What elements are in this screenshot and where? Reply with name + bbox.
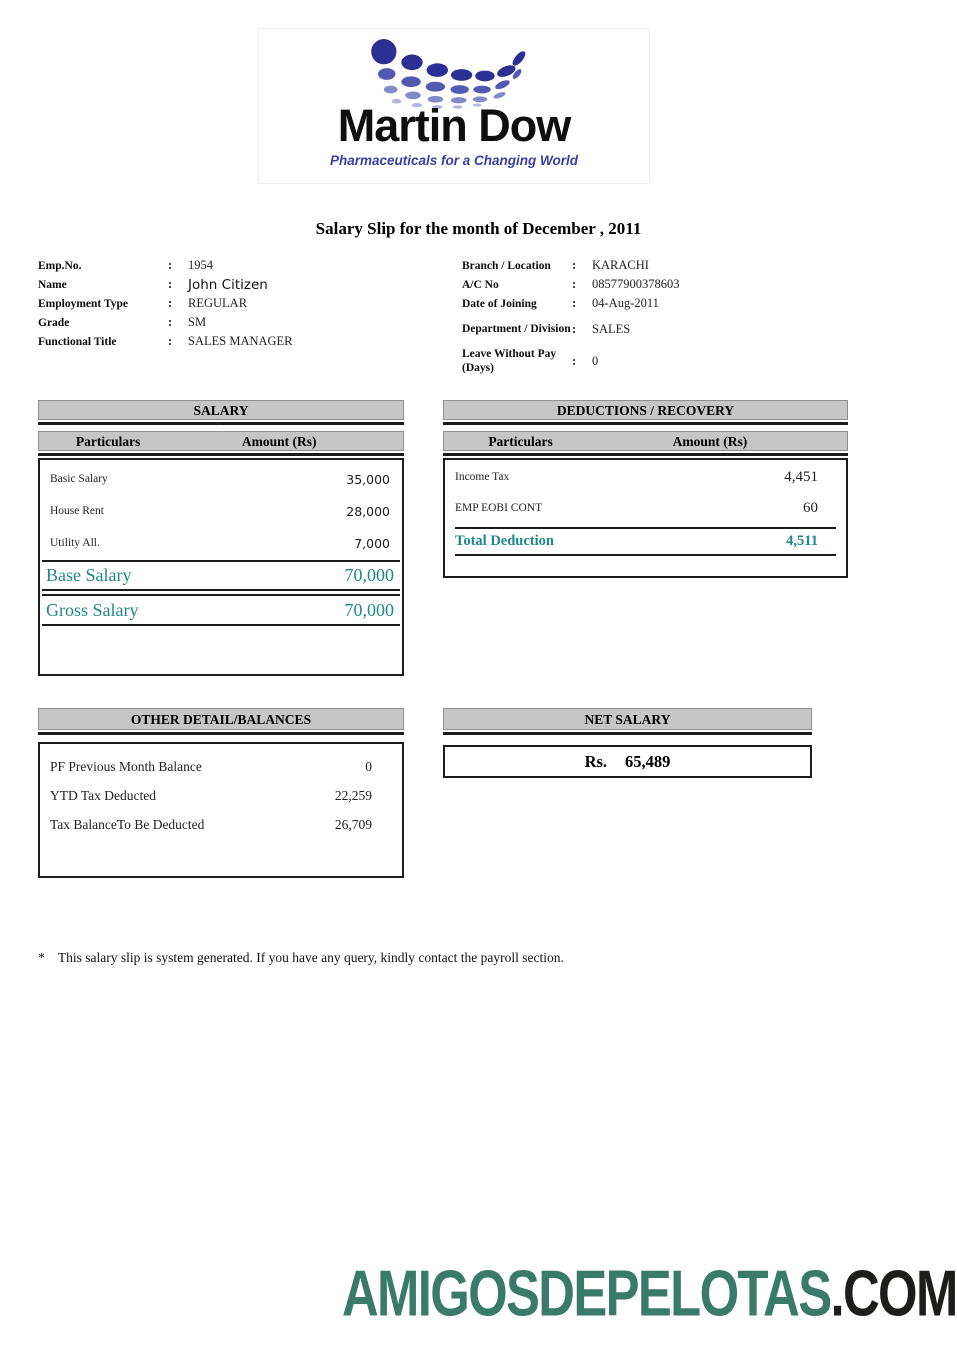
deductions-table bbox=[443, 458, 848, 578]
divider bbox=[42, 589, 400, 591]
table-row bbox=[445, 497, 846, 519]
other-details-table bbox=[38, 742, 404, 878]
column-particulars: Particulars bbox=[488, 434, 553, 449]
separator: : bbox=[168, 334, 173, 348]
salary-table bbox=[38, 458, 404, 676]
table-row bbox=[40, 814, 402, 836]
separator: : bbox=[572, 296, 577, 310]
deductions-section bbox=[443, 400, 848, 456]
row-label: Gross Salary bbox=[46, 599, 139, 620]
watermark-suffix: .COM bbox=[830, 1257, 957, 1331]
page-title: Salary Slip for the month of December , 2011 bbox=[315, 219, 642, 238]
separator: : bbox=[572, 277, 577, 291]
field-value: REGULAR bbox=[188, 296, 248, 310]
row-label: Income Tax bbox=[455, 471, 510, 483]
table-row bbox=[445, 466, 846, 488]
row-label: Basic Salary bbox=[50, 473, 108, 485]
separator: : bbox=[572, 353, 577, 368]
field-value: 1954 bbox=[188, 258, 213, 272]
stray-mark: ' bbox=[216, 421, 218, 433]
row-value: 28,000 bbox=[346, 503, 390, 519]
employee-info-left bbox=[38, 256, 438, 351]
separator: : bbox=[168, 258, 173, 272]
field-label: Grade bbox=[38, 316, 70, 329]
field-value: 04-Aug-2011 bbox=[592, 296, 659, 310]
divider bbox=[42, 624, 400, 626]
row-label: EMP EOBI CONT bbox=[455, 502, 543, 514]
row-value: 7,000 bbox=[354, 535, 390, 551]
row-value: 60 bbox=[803, 499, 818, 516]
field-value: 0 bbox=[592, 353, 599, 368]
field-value: SALES bbox=[592, 321, 631, 336]
info-row-name bbox=[38, 275, 438, 294]
footnote bbox=[38, 950, 564, 966]
row-label: PF Previous Month Balance bbox=[50, 759, 202, 774]
field-value: SM bbox=[188, 315, 207, 329]
info-row-employment-type bbox=[38, 294, 438, 313]
other-details-section bbox=[38, 708, 404, 735]
employee-info-right bbox=[462, 256, 882, 377]
field-label: Employment Type bbox=[38, 297, 128, 310]
footnote-marker: * bbox=[38, 950, 45, 965]
row-value: 4,451 bbox=[784, 468, 818, 485]
info-row-department bbox=[462, 313, 882, 345]
net-salary-section bbox=[443, 708, 812, 735]
deductions-header: DEDUCTIONS / RECOVERY bbox=[443, 400, 848, 420]
info-row-functional-title bbox=[38, 332, 438, 351]
row-value: 70,000 bbox=[344, 565, 394, 585]
table-row bbox=[40, 532, 402, 554]
divider bbox=[38, 422, 404, 425]
info-row-grade bbox=[38, 313, 438, 332]
divider bbox=[38, 453, 404, 456]
logo-swoosh-icon bbox=[367, 39, 529, 109]
currency-label: Rs. bbox=[584, 751, 608, 771]
divider bbox=[455, 554, 836, 556]
field-value: John Citizen bbox=[188, 276, 268, 293]
info-row-branch bbox=[462, 256, 882, 275]
row-label: Base Salary bbox=[46, 565, 132, 585]
divider bbox=[38, 732, 404, 735]
gross-salary-row bbox=[40, 596, 402, 624]
row-value: 70,000 bbox=[344, 599, 394, 620]
company-logo bbox=[258, 28, 650, 184]
row-value: 35,000 bbox=[346, 471, 390, 487]
base-salary-row bbox=[40, 562, 402, 589]
field-label: Functional Title bbox=[38, 335, 117, 348]
watermark-main: AMIGOSDEPELOTAS bbox=[342, 1257, 831, 1331]
field-label: Date of Joining bbox=[462, 297, 537, 310]
field-value: 08577900378603 bbox=[592, 277, 680, 291]
field-label: Name bbox=[38, 278, 67, 291]
row-value: 4,511 bbox=[786, 533, 818, 549]
info-row-leave-without-pay bbox=[462, 345, 882, 377]
info-row-empno bbox=[38, 256, 438, 275]
row-value: 0 bbox=[365, 759, 372, 774]
separator: : bbox=[572, 321, 577, 336]
net-salary-header: NET SALARY bbox=[443, 708, 812, 730]
total-deduction-row bbox=[445, 529, 846, 554]
column-particulars: Particulars bbox=[75, 434, 141, 449]
field-value: SALES MANAGER bbox=[188, 334, 293, 348]
table-row bbox=[40, 785, 402, 807]
net-salary-amount bbox=[445, 747, 810, 776]
table-row bbox=[40, 500, 402, 522]
footnote-text: This salary slip is system generated. If you have any query, kindly contact the payroll section. bbox=[57, 950, 564, 965]
divider bbox=[443, 732, 812, 735]
table-row bbox=[40, 468, 402, 490]
salary-section bbox=[38, 400, 404, 456]
other-details-header: OTHER DETAIL/BALANCES bbox=[38, 708, 404, 730]
field-label: Leave Without Pay (Days) bbox=[462, 348, 557, 374]
company-tagline: Pharmaceuticals for a Changing World bbox=[329, 153, 579, 168]
separator: : bbox=[168, 315, 173, 329]
column-amount: Amount (Rs) bbox=[672, 434, 748, 449]
table-row bbox=[40, 756, 402, 778]
separator: : bbox=[572, 258, 577, 272]
row-label: Total Deduction bbox=[455, 533, 554, 549]
row-label: House Rent bbox=[50, 505, 104, 517]
field-label: A/C No bbox=[462, 278, 499, 291]
field-label: Branch / Location bbox=[462, 259, 551, 272]
row-value: 26,709 bbox=[334, 817, 372, 832]
amount-value: 65,489 bbox=[625, 751, 671, 771]
field-label: Emp.No. bbox=[38, 259, 82, 272]
divider bbox=[443, 422, 848, 425]
salary-column-header bbox=[38, 431, 404, 451]
row-label: Utility All. bbox=[50, 537, 100, 549]
info-row-joining-date bbox=[462, 294, 882, 313]
column-amount: Amount (Rs) bbox=[241, 434, 317, 449]
field-value: KARACHI bbox=[592, 258, 649, 272]
site-watermark bbox=[342, 1257, 957, 1331]
info-row-account bbox=[462, 275, 882, 294]
row-value: 22,259 bbox=[334, 788, 372, 803]
deductions-column-header bbox=[443, 431, 848, 451]
row-label: Tax BalanceTo Be Deducted bbox=[50, 817, 205, 832]
divider bbox=[443, 453, 848, 456]
separator: : bbox=[168, 277, 173, 291]
separator: : bbox=[168, 296, 173, 310]
salary-header: SALARY bbox=[38, 400, 404, 420]
row-label: YTD Tax Deducted bbox=[50, 788, 157, 803]
company-name: Martin Dow bbox=[337, 100, 571, 151]
field-label: Department / Division bbox=[462, 323, 571, 335]
net-salary-box bbox=[443, 745, 812, 778]
